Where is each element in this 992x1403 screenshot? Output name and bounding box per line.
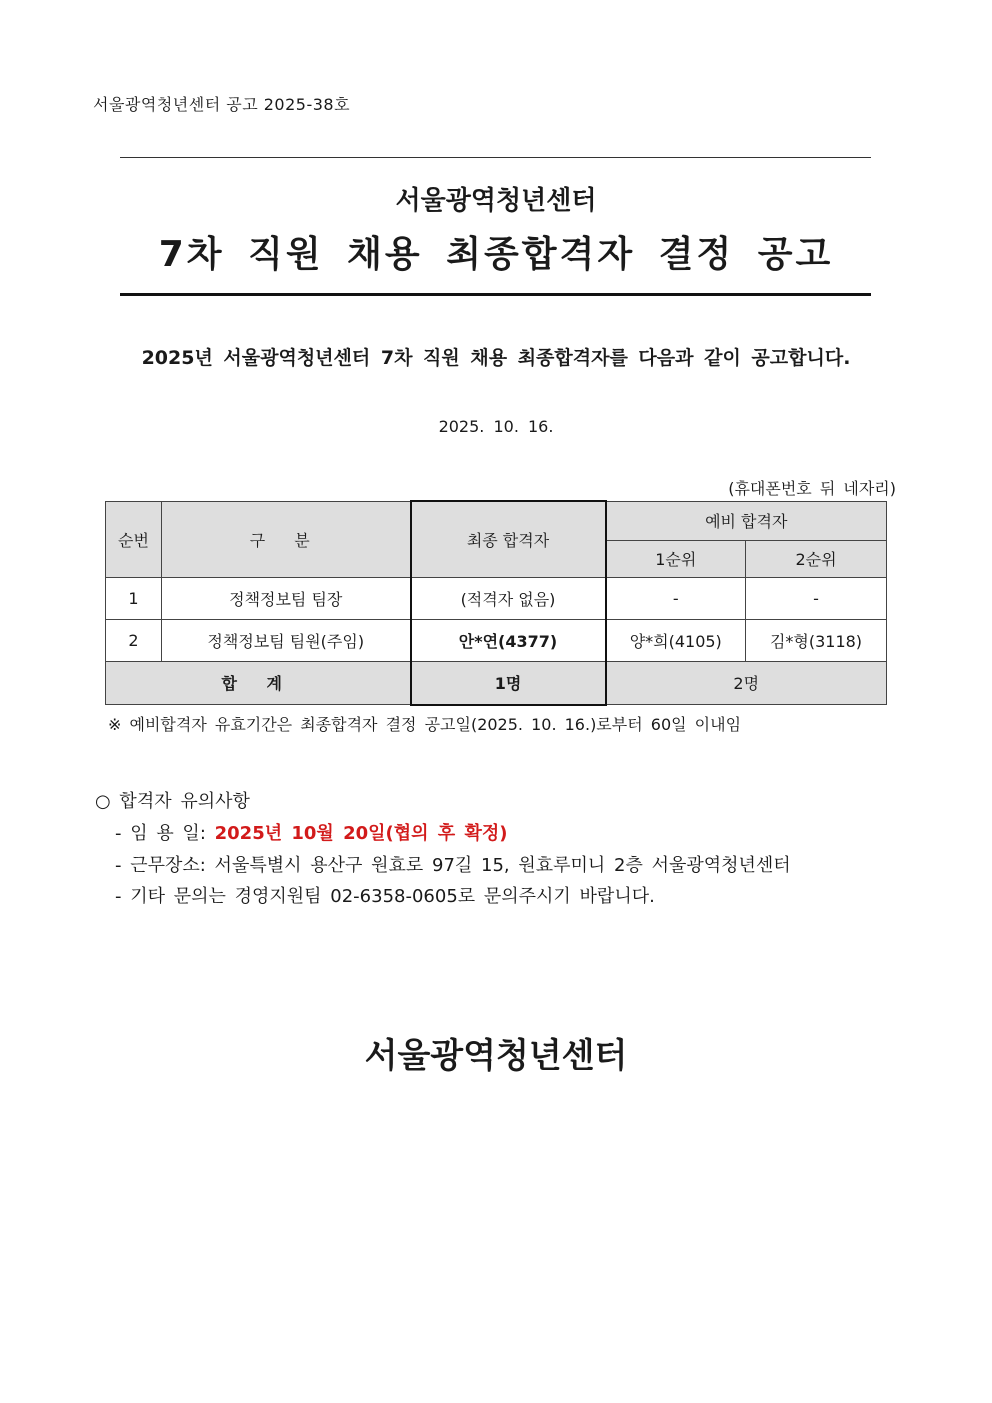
row-rank2: - — [746, 577, 887, 619]
row-final: (적격자 없음) — [411, 577, 606, 619]
row-no: 2 — [106, 619, 162, 661]
start-date-line — [115, 819, 507, 845]
row-category: 정책정보팀 팀원(주임) — [162, 619, 411, 661]
row-rank2: 김*형(3118) — [746, 619, 887, 661]
row-no: 1 — [106, 577, 162, 619]
table-row — [106, 577, 887, 619]
contact-line: - 기타 문의는 경영지원팀 02-6358-0605로 문의주시기 바랍니다. — [115, 886, 655, 907]
workplace-line: - 근무장소: 서울특별시 용산구 원효로 97길 15, 원효루미니 2층 서울광역청년센터 — [115, 855, 791, 876]
row-category: 정책정보팀 팀장 — [162, 577, 411, 619]
organization-title: 서울광역청년센터 — [395, 186, 597, 216]
start-date-label: - 임 용 일: — [115, 823, 215, 844]
header-rank2: 2순위 — [746, 540, 887, 577]
title-divider — [120, 293, 871, 296]
notes-heading: ○ 합격자 유의사항 — [95, 791, 250, 812]
intro-text: 2025년 서울광역청년센터 7차 직원 채용 최종합격자를 다음과 같이 공고합니다. — [141, 347, 851, 369]
header-final: 최종 합격자 — [411, 501, 606, 577]
phone-digits-note: (휴대폰번호 뒤 네자리) — [728, 479, 896, 498]
total-final: 1명 — [411, 661, 606, 705]
start-date-value: 2025년 10월 20일(협의 후 확정) — [214, 823, 508, 844]
total-label — [106, 661, 411, 705]
total-reserve: 2명 — [606, 661, 887, 705]
signature: 서울광역청년센터 — [364, 1036, 628, 1076]
row-rank1: - — [606, 577, 746, 619]
top-divider — [120, 157, 871, 158]
results-table — [105, 500, 887, 706]
header-category — [162, 501, 411, 577]
header-no: 순번 — [106, 501, 162, 577]
header-rank1: 1순위 — [606, 540, 746, 577]
row-final: 안*연(4377) — [411, 619, 606, 661]
page-title: 7차 직원 채용 최종합격자 결정 공고 — [158, 234, 834, 275]
row-rank1: 양*희(4105) — [606, 619, 746, 661]
table-row — [106, 619, 887, 661]
header-reserve: 예비 합격자 — [606, 501, 887, 540]
header-category-label: 구 분 — [249, 530, 322, 550]
validity-footnote: ※ 예비합격자 유효기간은 최종합격자 결정 공고일(2025. 10. 16.)로부터 60일 이내임 — [108, 715, 742, 734]
document-number: 서울광역청년센터 공고 2025-38호 — [93, 95, 351, 114]
announcement-date: 2025. 10. 16. — [438, 417, 554, 436]
total-label-text: 합 계 — [221, 674, 294, 694]
